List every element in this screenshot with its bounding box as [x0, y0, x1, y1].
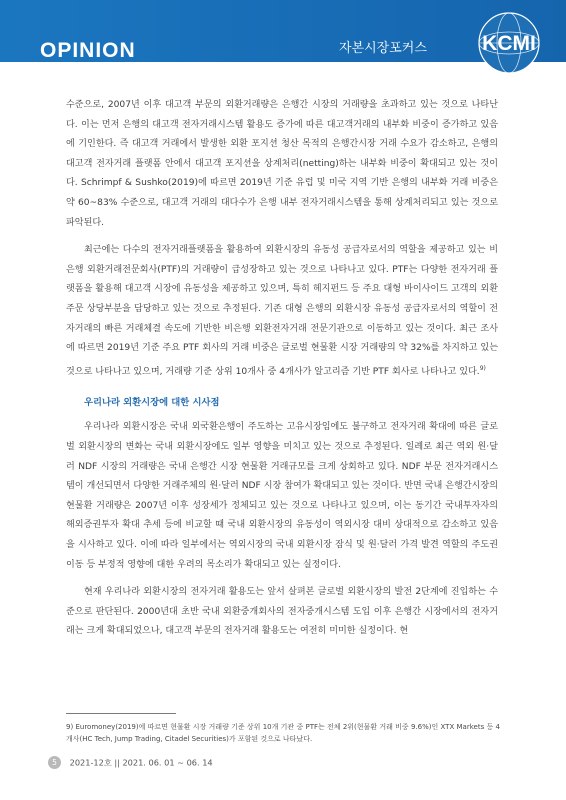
paragraph-3: 우리나라 외환시장은 국내 외국환은행이 주도하는 고유시장임에도 불구하고 전자거래 확대에 따른 글로벌 외환시장의 변화는 국내 외환시장에도 일부 영향을 미치고 있는 것으로 추정된다. 일례로 최근 역외 원·달러 NDF 시장의 거래량은 국내 은행간 시장 현물환 거래규모를 크게 상회하고 있다. NDF 부문 전자거래시스템이 개선되면서 다양한 거래주체의 원·달러 NDF 시장 참여가 확대되고 있는 것이다. 반면 국내 은행간시장의 현물환 거래량은 2007년 이후 성장세가 정체되고 있는 것으로 나타나고 있으며, 이는 동기간 국내투자자의 해외증권투자 확대 추세 등에 비교할 때 국내 외환시장의 유동성이 역외시장 대비 상대적으로 감소하고 있음을 시사하고 있다. 이에 따라 일부에서는 역외시장의 국내 외환시장 잠식 및 원·달러 가격 발견 역할의 주도권 이동 등 부정적 영향에 대한 우려의 목소리가 확대되고 있는 실정이다.: [66, 422, 498, 570]
footnote: 9) Euromoney(2019)에 따르면 현물환 시장 거래량 기준 상위 10개 기관 중 PTF는 전체 2위(현물환 거래 비중 9.6%)인 XTX Markets 등 4개사(HC Tech, Jump Trading, Citadel Securities)가 포함된 것으로 나타났다.: [66, 723, 500, 743]
footnote-ref: 9): [479, 364, 486, 372]
kcmi-logo: [461, 10, 557, 80]
issue-info: 2021-12호 || 2021. 06. 01 ~ 06. 14: [69, 757, 213, 768]
opinion-title: OPINION: [40, 39, 136, 62]
paragraph-2: [66, 241, 498, 382]
article-body: [66, 96, 498, 650]
section-title: 자본시장포커스: [339, 41, 427, 56]
section-heading: 우리나라 외환시장에 대한 시사점: [84, 397, 220, 409]
paragraph-1: 수준으로, 2007년 이후 대고객 부문의 외환거래량은 은행간 시장의 거래량을 초과하고 있는 것으로 나타난다. 이는 먼저 은행의 대고객 전자거래시스템 활용도 증가에 따른 대고객거래의 내부화 비중이 증가하고 있음에 기인한다. 즉 대고객 거래에서 발생한 외환 포지션 청산 목적의 은행간시장 거래 수요가 감소하고, 은행의 대고객 전자거래 플랫폼 안에서 대고객 포지션을 상계처리(netting)하는 내부화 비중이 확대되고 있는 것이다. Schrimpf & Sushko(2019)에 따르면 2019년 기준 유럽 및 미국 지역 기반 은행의 내부화 거래 비중은 약 60~83% 수준으로, 대고객 거래의 대다수가 은행 내부 전자거래시스템을 통해 상계처리되고 있는 것으로 파악된다.: [66, 100, 498, 228]
logo-text: KCMI: [482, 32, 536, 55]
paragraph-2-text: 최근에는 다수의 전자거래플랫폼을 활용하여 외환시장의 유동성 공급자로서의 역할을 제공하고 있는 비은행 외환거래전문회사(PTF)의 거래량이 급성장하고 있는 것으로 나타나고 있다. PTF는 다양한 전자거래 플랫폼을 활용해 대고객 시장에 유동성을 제공하고 있으며, 특히 헤지펀드 등 주요 대형 바이사이드 고객의 외환주문 상당부분을 담당하고 있는 것으로 추정된다. 기존 대형 은행의 외환시장 유동성 공급자로서의 역할이 전자거래의 빠른 거래체결 속도에 기반한 비은행 외환전자거래 전문기관으로 이동하고 있는 것이다. 최근 조사에 따르면 2019년 기준 주요 PTF 회사의 거래 비중은 글로벌 현물환 시장 거래량의 약 32%를 차지하고 있는 것으로 나타나고 있으며, 거래량 기준 상위 10개사 중 4개사가 알고리즘 기반 PTF 회사로 나타나고 있다.: [66, 245, 498, 377]
page-number: 5: [48, 756, 61, 769]
paragraph-4: 현재 우리나라 외환시장의 전자거래 활용도는 앞서 살펴본 글로벌 외환시장의 발전 2단계에 진입하는 수준으로 판단된다. 2000년대 초반 국내 외환중개회사의 전자중개시스템 도입 이후 은행간 시장에서의 전자거래는 크게 확대되었으나, 대고객 부문의 전자거래 활용도는 여전히 미미한 실정이다. 현: [66, 587, 498, 637]
footnote-divider: [66, 713, 176, 714]
page-footer: [48, 755, 213, 769]
